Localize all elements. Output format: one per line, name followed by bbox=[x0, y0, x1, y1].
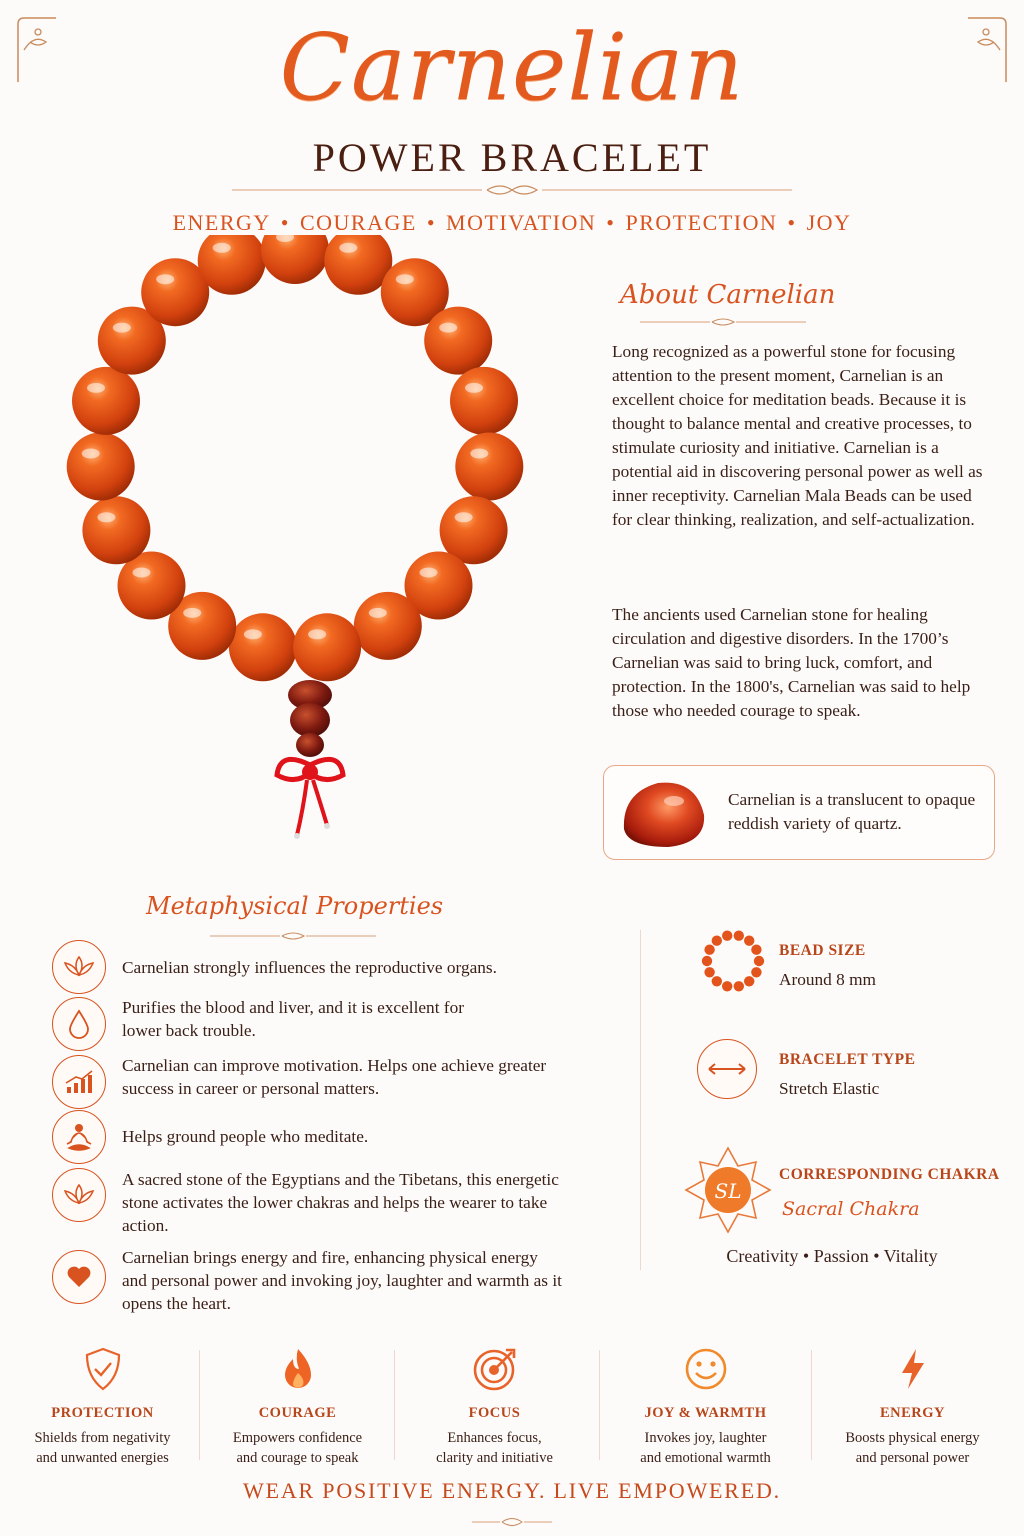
benefit-line: Invokes joy, laughter bbox=[644, 1430, 767, 1446]
bead-highlight bbox=[455, 512, 473, 522]
bracelet-image bbox=[55, 235, 535, 855]
benefit-description bbox=[0, 1428, 205, 1468]
bracelet-type-label: BRACELET TYPE bbox=[779, 1051, 916, 1068]
about-divider bbox=[640, 316, 806, 328]
footer-tagline: WEAR POSITIVE ENERGY. LIVE EMPOWERED. bbox=[243, 1478, 781, 1503]
benefit-title: JOY & WARMTH bbox=[644, 1405, 767, 1421]
bracelet-bead bbox=[229, 613, 297, 681]
ring-bead bbox=[734, 931, 744, 941]
bead-highlight bbox=[396, 274, 414, 284]
meditation-icon bbox=[52, 1110, 106, 1164]
heart-icon bbox=[52, 1250, 106, 1304]
benefit-line: clarity and initiative bbox=[436, 1450, 553, 1466]
benefit-description bbox=[603, 1428, 808, 1468]
shield-icon bbox=[0, 1345, 205, 1393]
bracelet-bead bbox=[450, 367, 518, 435]
bead-highlight bbox=[244, 629, 262, 639]
bead-highlight bbox=[369, 608, 387, 618]
bead-highlight bbox=[82, 449, 100, 459]
bead-size-label: BEAD SIZE bbox=[779, 942, 866, 959]
bead-highlight bbox=[420, 568, 438, 578]
metaphysical-title: Metaphysical Properties bbox=[146, 892, 444, 920]
benefit-joy bbox=[603, 1345, 808, 1468]
keyword: COURAGE bbox=[299, 210, 417, 235]
svg-text:SL: SL bbox=[714, 1179, 742, 1203]
bead-size-value: Around 8 mm bbox=[779, 970, 876, 989]
about-paragraph-2: The ancients used Carnelian stone for healing circulation and digestive disorders. In the 1700’s Carnelian was said to bring luck, comfort, and protection. In the 1800's, Carnelian was said to help those who needed courage to speak. bbox=[612, 605, 971, 720]
bead-highlight bbox=[97, 512, 115, 522]
ring-bead bbox=[704, 967, 714, 977]
ring-bead bbox=[722, 931, 732, 941]
lotus-icon bbox=[52, 1168, 106, 1222]
footer-ornament bbox=[472, 1515, 552, 1529]
bead-highlight bbox=[113, 323, 131, 333]
ring-bead bbox=[751, 967, 761, 977]
chakra-label: CORRESPONDING CHAKRA bbox=[779, 1166, 1000, 1183]
bead-highlight bbox=[213, 243, 231, 253]
bead-highlight bbox=[133, 568, 151, 578]
ring-bead bbox=[702, 956, 712, 966]
bead-highlight bbox=[308, 629, 326, 639]
target-icon bbox=[392, 1345, 597, 1393]
property-text: Carnelian brings energy and fire, enhancing physical energy and personal power and invoking joy, laughter and warmth as it opens the heart. bbox=[122, 1248, 562, 1313]
benefit-line: Empowers confidence bbox=[232, 1430, 363, 1446]
bead-circle-icon bbox=[700, 928, 766, 994]
benefit-line: Enhances focus, bbox=[447, 1430, 542, 1446]
ring-bead bbox=[704, 945, 714, 955]
benefit-courage bbox=[195, 1345, 400, 1468]
property-text: Carnelian can improve motivation. Helps one achieve greater success in career or personal matters. bbox=[122, 1056, 547, 1098]
keyword: PROTECTION bbox=[625, 210, 778, 235]
ring-bead bbox=[712, 976, 722, 986]
bracelet-bead bbox=[455, 433, 523, 501]
drop-icon bbox=[52, 997, 106, 1051]
keyword-list: ENERGY • COURAGE • MOTIVATION • PROTECTION • JOY bbox=[172, 210, 852, 235]
benefit-line: and courage to speak bbox=[236, 1450, 359, 1466]
about-title: About Carnelian bbox=[620, 280, 836, 310]
ring-bead bbox=[722, 981, 732, 991]
benefit-divider bbox=[599, 1350, 600, 1460]
chakra-traits: Creativity • Passion • Vitality bbox=[726, 1246, 938, 1266]
keyword: JOY bbox=[806, 210, 852, 235]
ring-bead bbox=[744, 936, 754, 946]
bracelet-type-value: Stretch Elastic bbox=[779, 1079, 880, 1098]
page-subtitle: POWER BRACELET bbox=[312, 135, 712, 180]
bracelet-bead bbox=[82, 496, 150, 564]
bracelet-bead bbox=[261, 235, 329, 284]
bracelet-bead bbox=[67, 433, 135, 501]
benefit-title: FOCUS bbox=[468, 1405, 521, 1421]
benefit-line: and unwanted energies bbox=[36, 1450, 169, 1466]
benefit-protection bbox=[0, 1345, 205, 1468]
stone-note: Carnelian is a translucent to opaque reddish variety of quartz. bbox=[728, 790, 976, 833]
benefit-description bbox=[810, 1428, 1015, 1468]
column-divider bbox=[640, 930, 641, 1270]
benefit-title: ENERGY bbox=[879, 1405, 946, 1421]
bead-highlight bbox=[470, 449, 488, 459]
benefit-line: and personal power bbox=[855, 1450, 970, 1466]
property-text: Carnelian strongly influences the reproductive organs. bbox=[122, 958, 497, 977]
growth-chart-icon bbox=[52, 1055, 106, 1109]
carnelian-stone-image bbox=[618, 773, 710, 853]
bracelet-bead bbox=[72, 367, 140, 435]
bead-highlight bbox=[339, 243, 357, 253]
bracelet-bead bbox=[424, 307, 492, 375]
benefit-title: PROTECTION bbox=[51, 1405, 154, 1421]
ring-bead bbox=[712, 936, 722, 946]
benefit-description bbox=[392, 1428, 597, 1468]
benefit-line: Boosts physical energy bbox=[845, 1430, 980, 1446]
bead-highlight bbox=[465, 383, 483, 393]
benefit-focus bbox=[392, 1345, 597, 1468]
ring-bead bbox=[754, 956, 764, 966]
benefit-line: Shields from negativity bbox=[34, 1430, 171, 1446]
bracelet-bead bbox=[354, 592, 422, 660]
sacral-chakra-icon bbox=[682, 1144, 774, 1236]
keyword: ENERGY bbox=[172, 210, 271, 235]
benefit-energy bbox=[810, 1345, 1015, 1468]
benefit-title: COURAGE bbox=[258, 1405, 337, 1421]
property-text: Purifies the blood and liver, and it is excellent for lower back trouble. bbox=[122, 998, 464, 1040]
header-divider bbox=[232, 183, 792, 197]
benefit-description bbox=[195, 1428, 400, 1468]
smile-icon bbox=[603, 1345, 808, 1393]
lightning-icon bbox=[810, 1345, 1015, 1393]
metaphysical-divider bbox=[210, 930, 376, 942]
double-arrow-icon bbox=[697, 1039, 757, 1099]
keyword: MOTIVATION bbox=[446, 210, 597, 235]
property-text: Helps ground people who meditate. bbox=[122, 1127, 369, 1146]
bead-highlight bbox=[156, 274, 174, 284]
flame-icon bbox=[195, 1345, 400, 1393]
about-paragraph-1: Long recognized as a powerful stone for focusing attention to the present moment, Carnelian is an excellent choice for meditation beads. Because it is thought to balance mental and creative processes, to stimulate curiosity and initiative. Carnelian is a potential aid in discovering personal power as well as inner receptivity. Carnelian Mala Beads can be used for clear thinking, realization, and self-actualization. bbox=[612, 342, 983, 529]
bead-highlight bbox=[183, 608, 201, 618]
benefit-line: and emotional warmth bbox=[640, 1450, 771, 1466]
ring-bead bbox=[744, 976, 754, 986]
bracelet-bead bbox=[293, 613, 361, 681]
bead-highlight bbox=[87, 383, 105, 393]
chakra-value: Sacral Chakra bbox=[782, 1198, 920, 1220]
page-title: Carnelian bbox=[279, 14, 745, 121]
ring-bead bbox=[734, 981, 744, 991]
ring-bead bbox=[751, 945, 761, 955]
bead-highlight bbox=[439, 323, 457, 333]
property-text: A sacred stone of the Egyptians and the Tibetans, this energetic stone activates the lower chakras and helps the wearer to take action. bbox=[122, 1170, 559, 1235]
lotus-icon bbox=[52, 940, 106, 994]
